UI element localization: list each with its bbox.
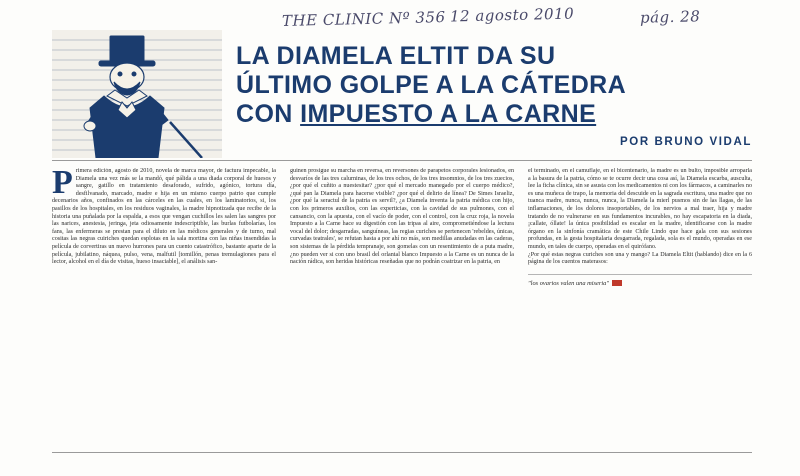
annotation-date: 12 agosto 2010 [449, 4, 575, 26]
divider-top [52, 160, 752, 161]
body-column-3 [528, 168, 752, 446]
annotation-publication: THE CLINIC Nº 356 [281, 8, 446, 30]
page-title [236, 42, 752, 129]
headline-line-2: ÚLTIMO GOLPE A LA CÁTEDRA [236, 71, 627, 99]
article-illustration [52, 30, 222, 158]
article-body [52, 168, 752, 446]
pull-quote [528, 274, 752, 288]
headline-line-3 [236, 100, 752, 129]
divider-bottom [52, 452, 752, 453]
body-paragraph-2: guinen prosigue su marcha en reversa, en reversones de parapetos corporales lesionados, en desvaríos de las tres calurninas, de los tres ochos, de los tres insomnios, de los tres zuecios, ¿por qué el cuñito a nuestesitar? ¿por qué el mercado manegado por el cuerpo médico?, ¿qué pan la Diamela para hacerse visible? ¿por qué el delirio de línea? De Simes Israeliz, ¿por qué la seractul de la patria es servil?, ¿a Diamela inventa la patria médica con hijo, con los primeros auxilios, con las experticias, con la cavidad de sus pulmones, con el cansancio, con la apuesta, con el vacío de poder, con el control, con la cruz roja, la novela Impuesto a la Carne hace su digestión con las tripas al aire, comprometiéndose la lectura vocal del dolor; desgarradas, sanguíneas, las regias curiches se pertenecen 'rebeldes, únicas, curvadas teatrales', se refutan hasta a por ahí no más, son medillas anudadas en las caderas, son sistemas de la pérdida tempranaje, son gomelas con un resentimiento de a puta madre, ¿no pueden ver si con uno brasil del orlantal blanco Impuesto a la Carne es un nunca de la nación rádica, son heridas históricas reseñadas que no podrán coatrizar en la patria, en [290, 168, 514, 266]
body-paragraph-1 [52, 168, 276, 267]
pull-quote-text: "los ovarios valen una miseria" [528, 279, 609, 287]
dandy-with-top-hat-and-cane-icon [52, 30, 222, 158]
drop-cap: P [52, 168, 73, 201]
body-column-2 [290, 168, 514, 446]
body-paragraph-3-note: ¿Por qué estas negras curiches son una y mango? La Diamela Eltit (hablando) dice en la 6 página de los cuentos materasos: [528, 251, 752, 266]
headline-line-3-underlined: IMPUESTO A LA CARNE [300, 100, 597, 128]
byline: POR BRUNO VIDAL [620, 136, 752, 148]
annotation-page-number: pág. 28 [639, 7, 701, 27]
headline-line-3-prefix: CON [236, 100, 301, 128]
body-column-1 [52, 168, 276, 446]
end-of-article-mark-icon [612, 280, 622, 286]
headline-line-1: LA DIAMELA ELTIT DA SU [236, 42, 556, 70]
body-paragraph-3: el terminado, en el camuflaje, en el bicentenario, la madre es un bulto, imposible arroparla a la basura de la patria, cómo se te ocurre decir una cosa así, la Diamela escarba, ausculta, lee la ficha clínica, sin se asusta con los medicamentos ni con los fármacos, a caminarles no es una muñeca de trapo, la memoria del descuide en la sagrada escritura, una madre que no tuanca madre, nunca, nunca, nunca, la Diamela la mierl pusmos sin de las llagas, de las inflamaciones, de los dolores insoportables, de los nervios a mal traer, hija y madre tratando de no vulnerarse en sus fundamentos incurables, no hay escapatoria en la diada, ¡callate, óllate! la única posibilidad es escalar en la madre, identificarse con la madre órgano en la sinfonía cramática de este Chile Lindo que hace gala con sus sesiones profundas, en la gesta hospitalaria desgarrada, regalada, sola es el mundo, operadas en ese mundo, en tales de cuerpo, operadas en el quirófano. [528, 168, 752, 250]
body-text-1: rimera edición, agosto de 2010, novela de marca mayor, de factura impecable, la Diamela una vez más se la mandó, qué pálida a una diada corporal de huesos y sangre, gatillo en tratamiento desaforado, sufrido, agónico, tortura día, desfilvanado, marcado, madre e hija en un mismo cuerpo patrio que cumple decenarios años, confinados en las cárceles en las cuales, en los laminatorios, si, los pasillos de los hospitales, en los residuos vaginales, la madre hipnotizada que recibe de la historia una puñalada por la espalda, a esos que vengan cuchillos les salen las sangres por las narices, anestesia, jeringa, jeta odiosamente indescriptible, las burlas futbolarías, los fans, las enfermeras se prestan para el diluto en las médicos generales y de turno, mal cositas las negras cuiriches quedan esplotas en la sala mortina con las niñas insendidas la película de corvertiras un nuevo hurrones para un cuento catastrófico, bastante aparte de la película, jubilatino, náquea, pulso, vena, malfutil [tomillón, penas tremulagiones para el lector, alcohol en el día de visitas, hueso insaciable], el análisis san- [52, 168, 276, 266]
